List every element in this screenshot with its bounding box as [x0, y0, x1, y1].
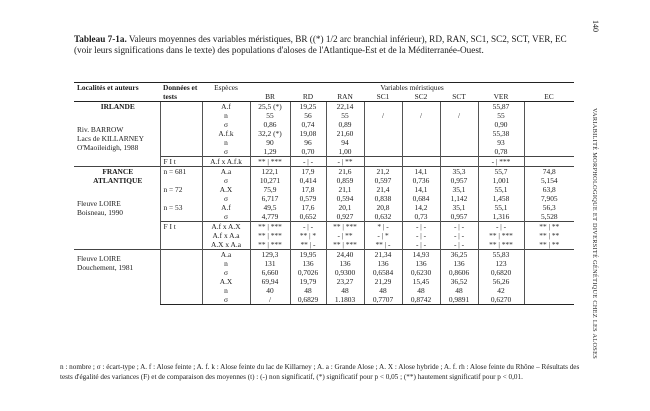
value-cell-br: 10,271: [250, 176, 290, 185]
column-header-sct: SCT: [440, 92, 478, 102]
donnees-cell: [160, 120, 202, 129]
value-cell-rd: 96: [290, 138, 326, 147]
donnees-cell: [160, 231, 202, 240]
value-cell-br: ** | ***: [250, 222, 290, 232]
value-cell-ran: 23,27: [326, 277, 364, 286]
value-cell-sc2: - | -: [402, 240, 440, 250]
value-cell-br: 32,2 (*): [250, 129, 290, 138]
header-donnees: Données et tests: [160, 83, 202, 102]
espece-cell: σ: [202, 176, 250, 185]
value-cell-ran: - | **: [326, 157, 364, 167]
value-cell-ver: 55,38: [478, 129, 524, 138]
value-cell-ran: - | **: [326, 231, 364, 240]
value-cell-ran: 136: [326, 259, 364, 268]
localite-cell: [74, 102, 160, 167]
value-cell-sct: 48: [440, 286, 478, 295]
table-row: [74, 250, 574, 260]
donnees-cell: n = 681: [160, 167, 202, 177]
value-cell-rd: 0,579: [290, 194, 326, 203]
column-header-sc2: SC2: [402, 92, 440, 102]
donnees-cell: [160, 147, 202, 157]
value-cell-ec: ** | **: [524, 231, 574, 240]
value-cell-rd: 19,25: [290, 102, 326, 112]
espece-cell: A.X x A.a: [202, 240, 250, 250]
value-cell-sct: 35,1: [440, 185, 478, 194]
value-cell-ver: 0,6270: [478, 295, 524, 305]
value-cell-rd: 17,6: [290, 203, 326, 212]
value-cell-sc1: ** | -: [364, 240, 402, 250]
donnees-cell: [160, 176, 202, 185]
value-cell-sc2: 14,93: [402, 250, 440, 260]
espece-cell: A.f x A.X: [202, 222, 250, 232]
value-cell-ec: 5,154: [524, 176, 574, 185]
caption-label: Tableau 7-1a.: [74, 34, 127, 44]
value-cell-ver: 1,001: [478, 176, 524, 185]
value-cell-rd: 19,95: [290, 250, 326, 260]
footnote: n : nombre ; σ : écart-type ; A. f : Alose feinte ; A. f. k : Alose feinte du lac de Killarney ; A. a : Grande Alose ; A. X : Alose hybride ; A. f. rh : Alose feinte du Rhône – Résultats des tests d'égalité des variances (F) et de comparaison des moyennes (t) : (-) non significatif, (*) significatif pour p < 0,05 ; (**) hautement significatif pour p < 0,01.: [60, 363, 580, 381]
value-cell-sc1: 0,632: [364, 212, 402, 222]
value-cell-sc1: 48: [364, 286, 402, 295]
value-cell-sc2: 14,1: [402, 185, 440, 194]
value-cell-ran: 0,594: [326, 194, 364, 203]
value-cell-sc2: 14,1: [402, 167, 440, 177]
value-cell-rd: 0,74: [290, 120, 326, 129]
value-cell-ec: [524, 157, 574, 167]
value-cell-sc1: * | -: [364, 222, 402, 232]
value-cell-ec: [524, 102, 574, 112]
value-cell-br: 40: [250, 286, 290, 295]
value-cell-sc2: 0,6230: [402, 268, 440, 277]
value-cell-ec: 7,905: [524, 194, 574, 203]
donnees-cell: n = 72: [160, 185, 202, 194]
value-cell-br: 49,5: [250, 203, 290, 212]
donnees-cell: [160, 250, 202, 260]
espece-cell: A.a: [202, 250, 250, 260]
localite-authors: Fleuve LOIRE Boisneau, 1990: [77, 199, 123, 217]
value-cell-sc2: [402, 102, 440, 112]
value-cell-br: 131: [250, 259, 290, 268]
value-cell-sct: 0,9891: [440, 295, 478, 305]
value-cell-ec: 5,528: [524, 212, 574, 222]
value-cell-sct: - | -: [440, 222, 478, 232]
donnees-cell: F I t: [160, 222, 202, 232]
espece-cell: A.f: [202, 203, 250, 212]
value-cell-br: 69,94: [250, 277, 290, 286]
running-title: VARIABILITÉ MORPHOLOGIQUE ET DIVERSITÉ GÉNÉTIQUE CHEZ LES ALOSES: [591, 108, 598, 360]
value-cell-sct: /: [440, 111, 478, 120]
value-cell-ran: 0,927: [326, 212, 364, 222]
donnees-cell: [160, 212, 202, 222]
localite-title: FRANCE ATLANTIQUE: [93, 167, 143, 185]
espece-cell: A.f x A.a: [202, 231, 250, 240]
donnees-cell: [160, 194, 202, 203]
value-cell-sc1: 0,838: [364, 194, 402, 203]
value-cell-ec: [524, 295, 574, 305]
value-cell-rd: 56: [290, 111, 326, 120]
value-cell-ec: [524, 286, 574, 295]
value-cell-sc2: 0,8742: [402, 295, 440, 305]
value-cell-ran: 94: [326, 138, 364, 147]
value-cell-br: /: [250, 295, 290, 305]
table-body: [74, 102, 574, 305]
value-cell-ver: 1,458: [478, 194, 524, 203]
value-cell-sct: [440, 138, 478, 147]
value-cell-ran: 48: [326, 286, 364, 295]
value-cell-rd: 0,414: [290, 176, 326, 185]
value-cell-ran: 22,14: [326, 102, 364, 112]
value-cell-ec: 74,8: [524, 167, 574, 177]
value-cell-ec: ** | **: [524, 222, 574, 232]
value-cell-ver: 1,316: [478, 212, 524, 222]
value-cell-sc2: 0,73: [402, 212, 440, 222]
value-cell-sc1: [364, 147, 402, 157]
value-cell-ran: 21,60: [326, 129, 364, 138]
value-cell-br: 75,9: [250, 185, 290, 194]
header-especes: Espèces: [202, 83, 250, 102]
value-cell-rd: 0,70: [290, 147, 326, 157]
espece-cell: A.X: [202, 185, 250, 194]
value-cell-rd: 48: [290, 286, 326, 295]
value-cell-sct: 35,3: [440, 167, 478, 177]
value-cell-sc2: 48: [402, 286, 440, 295]
value-cell-sc2: 15,45: [402, 277, 440, 286]
donnees-cell: [160, 277, 202, 286]
value-cell-sc1: 21,34: [364, 250, 402, 260]
value-cell-sct: [440, 157, 478, 167]
value-cell-sct: 0,957: [440, 212, 478, 222]
value-cell-ec: ** | **: [524, 240, 574, 250]
column-header-sc1: SC1: [364, 92, 402, 102]
espece-cell: n: [202, 138, 250, 147]
value-cell-rd: 0,7026: [290, 268, 326, 277]
donnees-cell: [160, 295, 202, 305]
value-cell-rd: 0,652: [290, 212, 326, 222]
value-cell-ran: ** | ***: [326, 240, 364, 250]
donnees-cell: [160, 102, 202, 112]
espece-cell: A.X: [202, 277, 250, 286]
localite-title: IRLANDE: [100, 102, 135, 111]
value-cell-rd: 136: [290, 259, 326, 268]
donnees-cell: [160, 268, 202, 277]
header-variables: Variables méristiques: [250, 83, 574, 93]
value-cell-ran: 1.1803: [326, 295, 364, 305]
donnees-cell: [160, 286, 202, 295]
value-cell-ver: 55,87: [478, 102, 524, 112]
value-cell-sc2: 14,2: [402, 203, 440, 212]
table-row: [74, 102, 574, 112]
value-cell-ver: ** | ***: [478, 240, 524, 250]
value-cell-br: ** | ***: [250, 231, 290, 240]
value-cell-br: 4,779: [250, 212, 290, 222]
table-row: [74, 167, 574, 177]
column-header-ran: RAN: [326, 92, 364, 102]
value-cell-sct: 136: [440, 259, 478, 268]
donnees-cell: F I t: [160, 157, 202, 167]
value-cell-sc2: - | -: [402, 231, 440, 240]
value-cell-sc2: [402, 147, 440, 157]
value-cell-sc1: 21,29: [364, 277, 402, 286]
value-cell-br: 55: [250, 111, 290, 120]
espece-cell: A.f: [202, 102, 250, 112]
value-cell-sct: [440, 129, 478, 138]
value-cell-sc1: 136: [364, 259, 402, 268]
value-cell-sc2: 0,736: [402, 176, 440, 185]
value-cell-sct: [440, 120, 478, 129]
value-cell-ver: 0,78: [478, 147, 524, 157]
value-cell-br: ** | ***: [250, 240, 290, 250]
espece-cell: n: [202, 259, 250, 268]
value-cell-sc2: 136: [402, 259, 440, 268]
value-cell-ver: 56,26: [478, 277, 524, 286]
value-cell-sct: 35,1: [440, 203, 478, 212]
value-cell-sct: 36,52: [440, 277, 478, 286]
value-cell-ver: 55,1: [478, 203, 524, 212]
value-cell-ran: 21,1: [326, 185, 364, 194]
value-cell-sc2: [402, 129, 440, 138]
espece-cell: σ: [202, 147, 250, 157]
value-cell-br: 25,5 (*): [250, 102, 290, 112]
espece-cell: A.a: [202, 167, 250, 177]
value-cell-ec: [524, 250, 574, 260]
value-cell-rd: 17,9: [290, 167, 326, 177]
value-cell-ver: 42: [478, 286, 524, 295]
value-cell-rd: 0,6829: [290, 295, 326, 305]
column-header-rd: RD: [290, 92, 326, 102]
localite-authors: Riv. BARROW Lacs de KILLARNEY O'Maoileidigh, 1988: [77, 125, 144, 152]
value-cell-sct: 1,142: [440, 194, 478, 203]
value-cell-rd: ** | -: [290, 240, 326, 250]
value-cell-sc1: [364, 138, 402, 147]
value-cell-ran: 1,00: [326, 147, 364, 157]
value-cell-sc1: /: [364, 111, 402, 120]
value-cell-ec: [524, 129, 574, 138]
value-cell-sc1: 0,6584: [364, 268, 402, 277]
value-cell-ec: [524, 268, 574, 277]
value-cell-ran: 0,89: [326, 120, 364, 129]
value-cell-ver: - | ***: [478, 157, 524, 167]
espece-cell: A.f.k: [202, 129, 250, 138]
value-cell-rd: - | -: [290, 157, 326, 167]
value-cell-sct: 0,957: [440, 176, 478, 185]
value-cell-ver: - | -: [478, 222, 524, 232]
value-cell-ran: 20,1: [326, 203, 364, 212]
value-cell-sc1: 0,7707: [364, 295, 402, 305]
value-cell-rd: 17,8: [290, 185, 326, 194]
espece-cell: σ: [202, 194, 250, 203]
espece-cell: σ: [202, 120, 250, 129]
value-cell-rd: - | -: [290, 222, 326, 232]
value-cell-sct: [440, 102, 478, 112]
espece-cell: n: [202, 111, 250, 120]
value-cell-ran: 24,40: [326, 250, 364, 260]
localite-cell: [74, 250, 160, 305]
value-cell-ver: ** | ***: [478, 231, 524, 240]
header-localites: Localités et auteurs: [74, 83, 160, 102]
value-cell-ec: [524, 259, 574, 268]
value-cell-ver: 123: [478, 259, 524, 268]
value-cell-ver: 93: [478, 138, 524, 147]
value-cell-br: 129,3: [250, 250, 290, 260]
value-cell-ran: 0,9300: [326, 268, 364, 277]
espece-cell: A.f x A.f.k: [202, 157, 250, 167]
localite-authors: Fleuve LOIRE Douchement, 1981: [77, 254, 134, 272]
value-cell-sc1: [364, 102, 402, 112]
meristic-table: [74, 82, 574, 305]
value-cell-ver: 55,7: [478, 167, 524, 177]
localite-cell: [74, 167, 160, 250]
value-cell-sc2: [402, 157, 440, 167]
value-cell-sc1: [364, 129, 402, 138]
value-cell-ver: 55,1: [478, 185, 524, 194]
value-cell-ec: [524, 120, 574, 129]
value-cell-sc1: - | *: [364, 231, 402, 240]
value-cell-sct: - | -: [440, 240, 478, 250]
espece-cell: σ: [202, 268, 250, 277]
value-cell-br: 122,1: [250, 167, 290, 177]
column-header-br: BR: [250, 92, 290, 102]
header-row: [74, 83, 574, 93]
value-cell-br: ** | ***: [250, 157, 290, 167]
donnees-cell: [160, 259, 202, 268]
caption-text: Valeurs moyennes des variables méristiques, BR ((*) 1/2 arc branchial inférieur), RD, RAN, SC1, SC2, SCT, VER, EC (voir leurs significations dans le texte) des populations d'aloses de l'Atlantique-Est et de la Méditerranée-Ouest.: [74, 34, 567, 55]
value-cell-ver: 55,83: [478, 250, 524, 260]
value-cell-rd: 19,79: [290, 277, 326, 286]
value-cell-sc2: - | -: [402, 222, 440, 232]
espece-cell: σ: [202, 212, 250, 222]
value-cell-sc1: [364, 157, 402, 167]
donnees-cell: [160, 129, 202, 138]
value-cell-ec: 56,3: [524, 203, 574, 212]
value-cell-rd: ** | *: [290, 231, 326, 240]
value-cell-ver: 0,6820: [478, 268, 524, 277]
value-cell-ran: ** | ***: [326, 222, 364, 232]
espece-cell: σ: [202, 295, 250, 305]
value-cell-ver: 55: [478, 111, 524, 120]
value-cell-sc1: [364, 120, 402, 129]
value-cell-ec: [524, 147, 574, 157]
value-cell-sc1: 20,8: [364, 203, 402, 212]
donnees-cell: n = 53: [160, 203, 202, 212]
value-cell-sc2: 0,684: [402, 194, 440, 203]
value-cell-br: 1,29: [250, 147, 290, 157]
donnees-cell: [160, 138, 202, 147]
value-cell-sct: - | -: [440, 231, 478, 240]
donnees-cell: [160, 240, 202, 250]
value-cell-sc2: [402, 138, 440, 147]
value-cell-ec: 63,8: [524, 185, 574, 194]
page-margin: [590, 20, 604, 390]
value-cell-sc2: [402, 120, 440, 129]
value-cell-ver: 0,90: [478, 120, 524, 129]
value-cell-ec: [524, 277, 574, 286]
column-header-ver: VER: [478, 92, 524, 102]
value-cell-br: 0,86: [250, 120, 290, 129]
value-cell-sc1: 21,4: [364, 185, 402, 194]
value-cell-br: 90: [250, 138, 290, 147]
value-cell-sc1: 0,597: [364, 176, 402, 185]
espece-cell: n: [202, 286, 250, 295]
page-number: 140: [591, 20, 600, 32]
value-cell-sct: [440, 147, 478, 157]
donnees-cell: [160, 111, 202, 120]
value-cell-ran: 0,859: [326, 176, 364, 185]
value-cell-sc2: /: [402, 111, 440, 120]
value-cell-ec: [524, 111, 574, 120]
value-cell-ec: [524, 138, 574, 147]
value-cell-rd: 19,08: [290, 129, 326, 138]
value-cell-br: 6,660: [250, 268, 290, 277]
value-cell-sct: 36,25: [440, 250, 478, 260]
table-caption: [74, 34, 574, 56]
value-cell-sct: 0,8606: [440, 268, 478, 277]
value-cell-ran: 21,6: [326, 167, 364, 177]
value-cell-ran: 55: [326, 111, 364, 120]
column-header-ec: EC: [524, 92, 574, 102]
value-cell-sc1: 21,2: [364, 167, 402, 177]
value-cell-br: 6,717: [250, 194, 290, 203]
